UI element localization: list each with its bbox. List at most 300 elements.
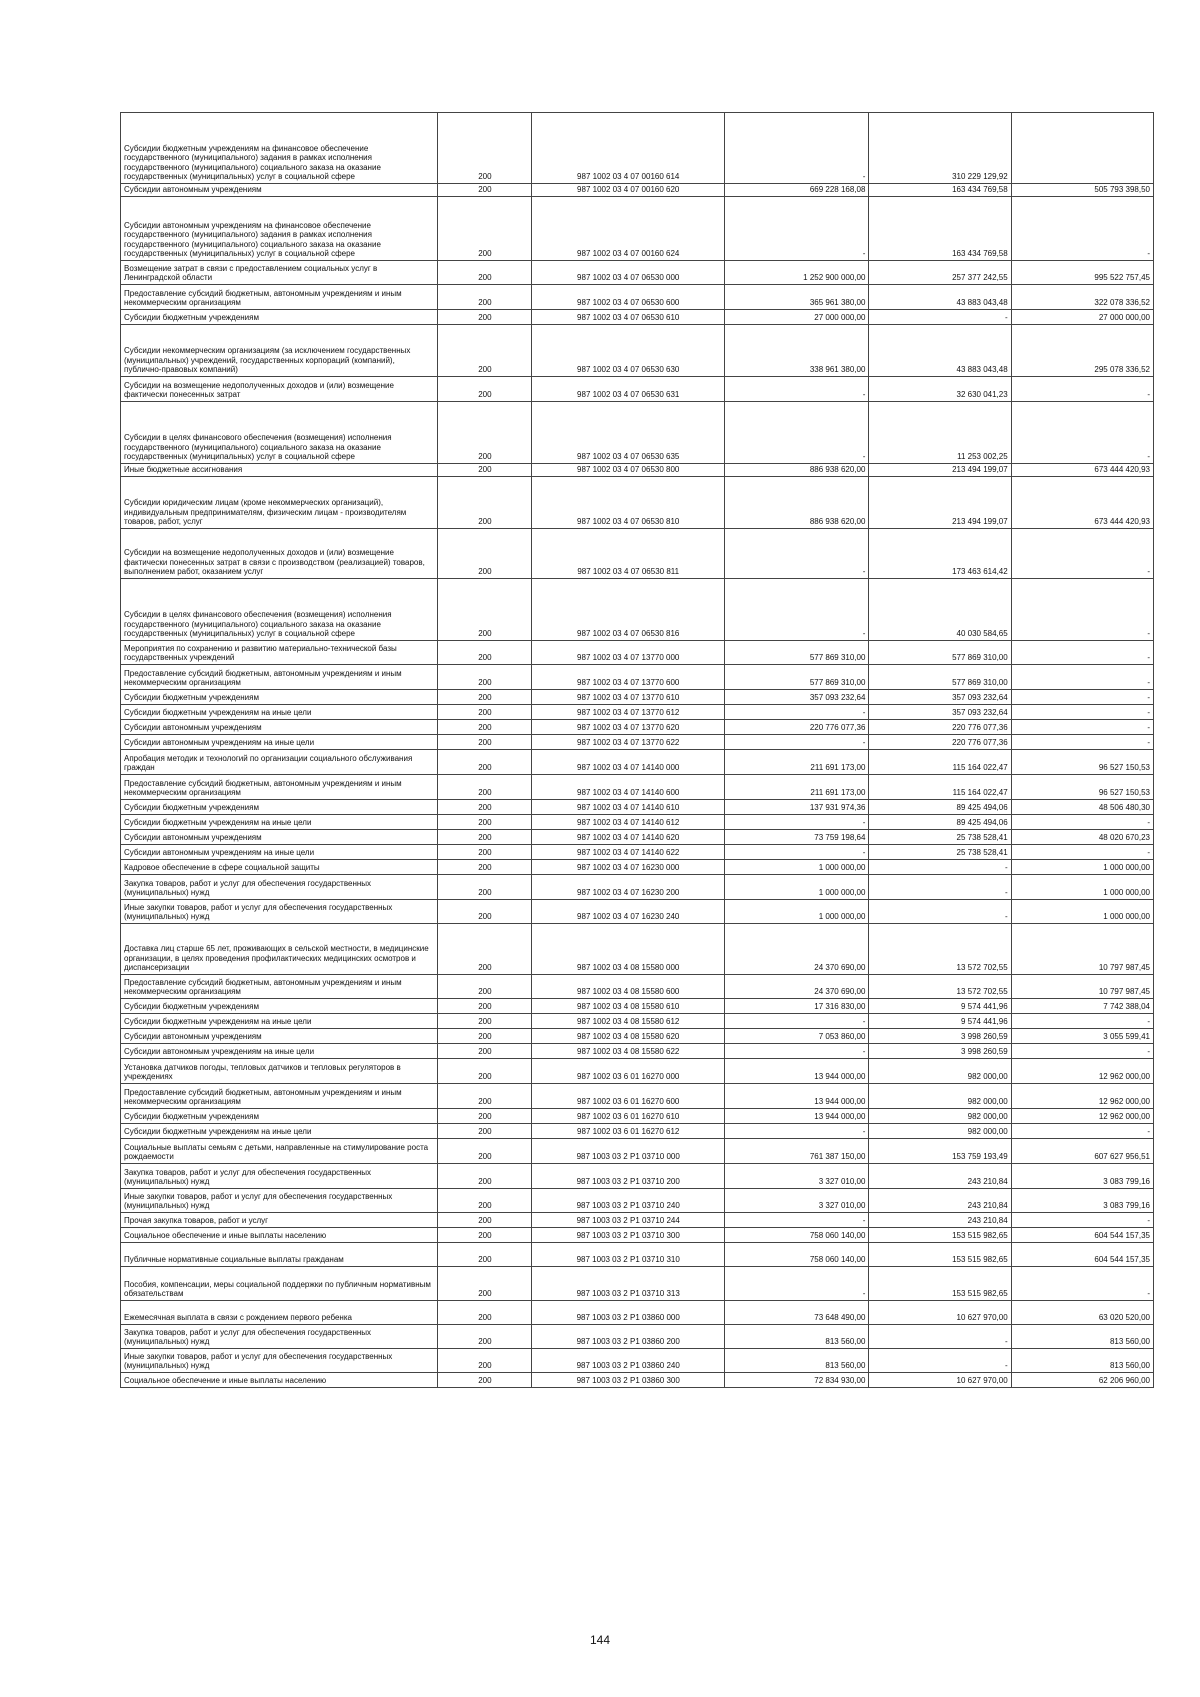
row-rest: 604 544 157,35 [1011, 1243, 1153, 1267]
row-name: Предоставление субсидий бюджетным, автономным учреждениям и иным некоммерческим организациям [121, 775, 438, 800]
row-name: Социальное обеспечение и иные выплаты населению [121, 1228, 438, 1243]
row-kbk: 987 1002 03 6 01 16270 000 [532, 1059, 725, 1084]
row-name: Субсидии бюджетным учреждениям на иные цели [121, 815, 438, 830]
row-rest: 3 083 799,16 [1011, 1164, 1153, 1189]
row-code: 200 [438, 402, 532, 464]
row-exec: 213 494 199,07 [869, 464, 1011, 477]
row-kbk: 987 1002 03 4 07 16230 000 [532, 860, 725, 875]
row-kbk: 987 1003 03 2 Р1 03710 000 [532, 1139, 725, 1164]
row-rest: - [1011, 705, 1153, 720]
row-exec: - [869, 1325, 1011, 1349]
row-kbk: 987 1002 03 6 01 16270 600 [532, 1084, 725, 1109]
row-name: Субсидии автономным учреждениям [121, 830, 438, 845]
row-code: 200 [438, 1084, 532, 1109]
row-plan: - [725, 197, 869, 261]
table-row [121, 999, 1154, 1014]
table-row [121, 402, 1154, 464]
row-plan: 1 252 900 000,00 [725, 261, 869, 285]
row-kbk: 987 1003 03 2 Р1 03710 240 [532, 1189, 725, 1213]
row-exec: 32 630 041,23 [869, 377, 1011, 402]
row-code: 200 [438, 1029, 532, 1044]
row-code: 200 [438, 1189, 532, 1213]
row-exec: 9 574 441,96 [869, 999, 1011, 1014]
row-exec: 220 776 077,36 [869, 720, 1011, 735]
row-kbk: 987 1002 03 4 07 16230 200 [532, 875, 725, 900]
row-kbk: 987 1002 03 4 08 15580 610 [532, 999, 725, 1014]
row-exec: - [869, 1349, 1011, 1373]
row-exec: 243 210,84 [869, 1189, 1011, 1213]
row-plan: 73 648 490,00 [725, 1301, 869, 1325]
row-code: 200 [438, 1059, 532, 1084]
table-row [121, 1014, 1154, 1029]
table-row [121, 775, 1154, 800]
row-exec: 173 463 614,42 [869, 529, 1011, 579]
row-exec: 43 883 043,48 [869, 285, 1011, 310]
table-row [121, 665, 1154, 690]
row-rest: 1 000 000,00 [1011, 875, 1153, 900]
row-exec: 153 515 982,65 [869, 1243, 1011, 1267]
row-kbk: 987 1002 03 4 07 06530 635 [532, 402, 725, 464]
row-plan: 669 228 168,08 [725, 184, 869, 197]
row-plan: 365 961 380,00 [725, 285, 869, 310]
row-code: 200 [438, 579, 532, 641]
row-plan: 7 053 860,00 [725, 1029, 869, 1044]
table-row [121, 1059, 1154, 1084]
row-code: 200 [438, 1243, 532, 1267]
row-name: Ежемесячная выплата в связи с рождением первого ребенка [121, 1301, 438, 1325]
row-plan: 220 776 077,36 [725, 720, 869, 735]
row-rest: 48 506 480,30 [1011, 800, 1153, 815]
table-row [121, 310, 1154, 325]
row-plan: - [725, 1014, 869, 1029]
row-exec: 982 000,00 [869, 1109, 1011, 1124]
row-plan: - [725, 113, 869, 184]
row-plan: - [725, 1213, 869, 1228]
row-name: Мероприятия по сохранению и развитию материально-технической базы государственных учреждений [121, 641, 438, 665]
table-row [121, 1243, 1154, 1267]
row-rest: - [1011, 641, 1153, 665]
row-name: Субсидии бюджетным учреждениям на иные цели [121, 705, 438, 720]
row-name: Иные закупки товаров, работ и услуг для обеспечения государственных (муниципальных) нужд [121, 1349, 438, 1373]
row-code: 200 [438, 750, 532, 775]
row-name: Социальные выплаты семьям с детьми, направленные на стимулирование роста рождаемости [121, 1139, 438, 1164]
row-rest: 12 962 000,00 [1011, 1059, 1153, 1084]
table-row [121, 1084, 1154, 1109]
row-name: Субсидии на возмещение недополученных доходов и (или) возмещение фактически понесенных затрат [121, 377, 438, 402]
row-exec: 577 869 310,00 [869, 665, 1011, 690]
row-rest: 7 742 388,04 [1011, 999, 1153, 1014]
table-row [121, 1139, 1154, 1164]
row-exec: 982 000,00 [869, 1059, 1011, 1084]
row-rest: 27 000 000,00 [1011, 310, 1153, 325]
row-rest: 3 055 599,41 [1011, 1029, 1153, 1044]
row-plan: - [725, 579, 869, 641]
row-rest: 322 078 336,52 [1011, 285, 1153, 310]
row-rest: 62 206 960,00 [1011, 1373, 1153, 1388]
row-code: 200 [438, 184, 532, 197]
row-name: Субсидии в целях финансового обеспечения (возмещения) исполнения государственного (муниципального) социального заказа на оказание государственных (муниципальных) услуг в социальной сфере [121, 579, 438, 641]
row-exec: 9 574 441,96 [869, 1014, 1011, 1029]
row-rest: - [1011, 1124, 1153, 1139]
table-row [121, 1373, 1154, 1388]
row-rest: 813 560,00 [1011, 1325, 1153, 1349]
row-kbk: 987 1002 03 4 07 00160 620 [532, 184, 725, 197]
row-name: Иные бюджетные ассигнования [121, 464, 438, 477]
page-number: 144 [589, 1633, 611, 1647]
row-name: Иные закупки товаров, работ и услуг для обеспечения государственных (муниципальных) нужд [121, 900, 438, 924]
row-kbk: 987 1002 03 4 07 14140 612 [532, 815, 725, 830]
row-exec: 153 515 982,65 [869, 1228, 1011, 1243]
row-exec: 25 738 528,41 [869, 845, 1011, 860]
row-name: Возмещение затрат в связи с предоставлением социальных услуг в Ленинградской области [121, 261, 438, 285]
row-rest: 48 020 670,23 [1011, 830, 1153, 845]
row-plan: - [725, 377, 869, 402]
row-name: Субсидии автономным учреждениям [121, 720, 438, 735]
row-code: 200 [438, 1044, 532, 1059]
row-kbk: 987 1002 03 4 07 06530 800 [532, 464, 725, 477]
row-plan: 577 869 310,00 [725, 641, 869, 665]
table-row [121, 720, 1154, 735]
table-row [121, 1109, 1154, 1124]
row-plan: 13 944 000,00 [725, 1109, 869, 1124]
row-plan: 24 370 690,00 [725, 924, 869, 975]
row-exec: 3 998 260,59 [869, 1044, 1011, 1059]
row-kbk: 987 1002 03 4 07 00160 614 [532, 113, 725, 184]
row-code: 200 [438, 261, 532, 285]
row-rest: 295 078 336,52 [1011, 325, 1153, 377]
row-exec: 11 253 002,25 [869, 402, 1011, 464]
row-kbk: 987 1002 03 4 07 13770 600 [532, 665, 725, 690]
row-kbk: 987 1003 03 2 Р1 03710 310 [532, 1243, 725, 1267]
table-row [121, 845, 1154, 860]
row-name: Субсидии автономным учреждениям [121, 184, 438, 197]
row-plan: 3 327 010,00 [725, 1189, 869, 1213]
row-code: 200 [438, 720, 532, 735]
row-name: Субсидии юридическим лицам (кроме некоммерческих организаций), индивидуальным предпринимателям, физическим лицам - производителям товаров, работ, услуг [121, 477, 438, 529]
row-plan: 27 000 000,00 [725, 310, 869, 325]
table-row [121, 377, 1154, 402]
row-plan: 758 060 140,00 [725, 1228, 869, 1243]
table-row [121, 1325, 1154, 1349]
row-rest: - [1011, 402, 1153, 464]
row-plan: - [725, 1267, 869, 1301]
row-rest: 12 962 000,00 [1011, 1109, 1153, 1124]
row-rest: 12 962 000,00 [1011, 1084, 1153, 1109]
row-exec: 257 377 242,55 [869, 261, 1011, 285]
row-rest: - [1011, 815, 1153, 830]
row-plan: 813 560,00 [725, 1325, 869, 1349]
row-exec: 357 093 232,64 [869, 705, 1011, 720]
row-rest: 63 020 520,00 [1011, 1301, 1153, 1325]
row-code: 200 [438, 900, 532, 924]
row-code: 200 [438, 830, 532, 845]
row-rest: 1 000 000,00 [1011, 860, 1153, 875]
row-code: 200 [438, 310, 532, 325]
table-row [121, 815, 1154, 830]
table-row [121, 477, 1154, 529]
row-kbk: 987 1002 03 4 07 06530 631 [532, 377, 725, 402]
row-exec: 577 869 310,00 [869, 641, 1011, 665]
row-code: 200 [438, 113, 532, 184]
row-plan: 357 093 232,64 [725, 690, 869, 705]
row-kbk: 987 1002 03 4 08 15580 612 [532, 1014, 725, 1029]
row-name: Субсидии бюджетным учреждениям [121, 1109, 438, 1124]
row-rest: 673 444 420,93 [1011, 477, 1153, 529]
row-exec: - [869, 875, 1011, 900]
row-plan: - [725, 1044, 869, 1059]
row-name: Предоставление субсидий бюджетным, автономным учреждениям и иным некоммерческим организациям [121, 665, 438, 690]
table-row [121, 1029, 1154, 1044]
row-name: Прочая закупка товаров, работ и услуг [121, 1213, 438, 1228]
row-exec: 40 030 584,65 [869, 579, 1011, 641]
table-body [121, 113, 1154, 1388]
table-row [121, 1213, 1154, 1228]
row-plan: 813 560,00 [725, 1349, 869, 1373]
row-code: 200 [438, 1267, 532, 1301]
row-rest: - [1011, 720, 1153, 735]
row-kbk: 987 1002 03 6 01 16270 610 [532, 1109, 725, 1124]
row-plan: 24 370 690,00 [725, 975, 869, 999]
row-exec: 243 210,84 [869, 1164, 1011, 1189]
row-exec: 153 515 982,65 [869, 1267, 1011, 1301]
row-exec: 13 572 702,55 [869, 924, 1011, 975]
row-rest: - [1011, 845, 1153, 860]
row-kbk: 987 1003 03 2 Р1 03860 240 [532, 1349, 725, 1373]
table-row [121, 705, 1154, 720]
table-row [121, 113, 1154, 184]
table-row [121, 1164, 1154, 1189]
row-code: 200 [438, 1109, 532, 1124]
row-kbk: 987 1002 03 4 07 06530 810 [532, 477, 725, 529]
row-kbk: 987 1002 03 4 08 15580 620 [532, 1029, 725, 1044]
row-name: Пособия, компенсации, меры социальной поддержки по публичным нормативным обязательствам [121, 1267, 438, 1301]
row-code: 200 [438, 1301, 532, 1325]
table-row [121, 830, 1154, 845]
row-kbk: 987 1002 03 4 07 13770 612 [532, 705, 725, 720]
row-rest: - [1011, 1044, 1153, 1059]
row-kbk: 987 1002 03 4 07 06530 600 [532, 285, 725, 310]
row-code: 200 [438, 665, 532, 690]
row-plan: - [725, 402, 869, 464]
row-plan: 758 060 140,00 [725, 1243, 869, 1267]
row-rest: - [1011, 735, 1153, 750]
row-kbk: 987 1002 03 6 01 16270 612 [532, 1124, 725, 1139]
row-exec: 243 210,84 [869, 1213, 1011, 1228]
row-name: Субсидии бюджетным учреждениям [121, 690, 438, 705]
row-rest [1011, 113, 1153, 184]
row-exec: 310 229 129,92 [869, 113, 1011, 184]
row-code: 200 [438, 1373, 532, 1388]
row-name: Доставка лиц старше 65 лет, проживающих в сельской местности, в медицинские организации, в целях проведения профилактических медицинских осмотров и диспансеризации [121, 924, 438, 975]
table-row [121, 875, 1154, 900]
row-code: 200 [438, 705, 532, 720]
row-plan: 17 316 830,00 [725, 999, 869, 1014]
row-code: 200 [438, 285, 532, 310]
row-name: Субсидии бюджетным учреждениям на финансовое обеспечение государственного (муниципального) задания в рамках исполнения государственного (муниципального) социального заказа на оказание государственных (муниципальных) услуг в социальной сфере [121, 113, 438, 184]
row-exec: 213 494 199,07 [869, 477, 1011, 529]
row-code: 200 [438, 477, 532, 529]
row-name: Публичные нормативные социальные выплаты гражданам [121, 1243, 438, 1267]
row-code: 200 [438, 860, 532, 875]
row-exec: 163 434 769,58 [869, 184, 1011, 197]
row-code: 200 [438, 735, 532, 750]
row-exec: 115 164 022,47 [869, 775, 1011, 800]
row-name: Предоставление субсидий бюджетным, автономным учреждениям и иным некоммерческим организациям [121, 975, 438, 999]
row-name: Субсидии бюджетным учреждениям на иные цели [121, 1124, 438, 1139]
table-row [121, 750, 1154, 775]
row-exec: 89 425 494,06 [869, 815, 1011, 830]
row-plan: 3 327 010,00 [725, 1164, 869, 1189]
row-rest: - [1011, 197, 1153, 261]
row-rest: 607 627 956,51 [1011, 1139, 1153, 1164]
row-name: Предоставление субсидий бюджетным, автономным учреждениям и иным некоммерческим организациям [121, 285, 438, 310]
row-kbk: 987 1003 03 2 Р1 03710 300 [532, 1228, 725, 1243]
row-plan: 137 931 974,36 [725, 800, 869, 815]
row-kbk: 987 1002 03 4 07 06530 816 [532, 579, 725, 641]
row-plan: 338 961 380,00 [725, 325, 869, 377]
row-exec: 3 998 260,59 [869, 1029, 1011, 1044]
table-row [121, 900, 1154, 924]
budget-execution-table [120, 112, 1154, 1388]
row-kbk: 987 1002 03 4 07 13770 610 [532, 690, 725, 705]
row-code: 200 [438, 1349, 532, 1373]
row-exec: 43 883 043,48 [869, 325, 1011, 377]
row-code: 200 [438, 1325, 532, 1349]
table-row [121, 1228, 1154, 1243]
row-code: 200 [438, 924, 532, 975]
row-kbk: 987 1002 03 4 07 06530 630 [532, 325, 725, 377]
row-name: Кадровое обеспечение в сфере социальной защиты [121, 860, 438, 875]
row-rest: 604 544 157,35 [1011, 1228, 1153, 1243]
row-name: Субсидии автономным учреждениям на иные цели [121, 1044, 438, 1059]
row-code: 200 [438, 1139, 532, 1164]
table-row [121, 641, 1154, 665]
row-plan: 1 000 000,00 [725, 900, 869, 924]
row-kbk: 987 1002 03 4 08 15580 000 [532, 924, 725, 975]
table-row [121, 800, 1154, 815]
row-code: 200 [438, 325, 532, 377]
row-rest: - [1011, 1267, 1153, 1301]
row-code: 200 [438, 464, 532, 477]
row-code: 200 [438, 815, 532, 830]
row-exec: 89 425 494,06 [869, 800, 1011, 815]
row-kbk: 987 1002 03 4 07 06530 610 [532, 310, 725, 325]
row-kbk: 987 1002 03 4 07 14140 600 [532, 775, 725, 800]
row-exec: - [869, 900, 1011, 924]
row-plan: 72 834 930,00 [725, 1373, 869, 1388]
row-plan: 13 944 000,00 [725, 1084, 869, 1109]
row-plan: 73 759 198,64 [725, 830, 869, 845]
row-rest: - [1011, 690, 1153, 705]
row-exec: - [869, 860, 1011, 875]
row-name: Закупка товаров, работ и услуг для обеспечения государственных (муниципальных) нужд [121, 1164, 438, 1189]
row-code: 200 [438, 690, 532, 705]
row-rest: - [1011, 1213, 1153, 1228]
row-plan: 1 000 000,00 [725, 860, 869, 875]
table-row [121, 325, 1154, 377]
row-kbk: 987 1003 03 2 Р1 03710 244 [532, 1213, 725, 1228]
row-code: 200 [438, 197, 532, 261]
row-name: Субсидии бюджетным учреждениям [121, 310, 438, 325]
row-plan: - [725, 705, 869, 720]
row-code: 200 [438, 1228, 532, 1243]
row-rest: - [1011, 579, 1153, 641]
row-rest: - [1011, 665, 1153, 690]
table-row [121, 579, 1154, 641]
row-kbk: 987 1002 03 4 07 13770 620 [532, 720, 725, 735]
table-row [121, 1124, 1154, 1139]
row-kbk: 987 1002 03 4 07 13770 622 [532, 735, 725, 750]
row-kbk: 987 1002 03 4 07 14140 620 [532, 830, 725, 845]
row-kbk: 987 1003 03 2 Р1 03710 313 [532, 1267, 725, 1301]
row-plan: 1 000 000,00 [725, 875, 869, 900]
row-name: Субсидии некоммерческим организациям (за исключением государственных (муниципальных) учреждений, государственных корпораций (компаний), публично-правовых компаний) [121, 325, 438, 377]
table-row [121, 1189, 1154, 1213]
table-row [121, 735, 1154, 750]
table-row [121, 924, 1154, 975]
row-kbk: 987 1003 03 2 Р1 03860 300 [532, 1373, 725, 1388]
row-plan: 211 691 173,00 [725, 775, 869, 800]
row-name: Субсидии в целях финансового обеспечения (возмещения) исполнения государственного (муниципального) социального заказа на оказание государственных (муниципальных) услуг в социальной сфере [121, 402, 438, 464]
row-exec: 163 434 769,58 [869, 197, 1011, 261]
row-name: Субсидии автономным учреждениям [121, 1029, 438, 1044]
row-kbk: 987 1002 03 4 07 14140 622 [532, 845, 725, 860]
row-code: 200 [438, 641, 532, 665]
row-exec: 115 164 022,47 [869, 750, 1011, 775]
row-name: Субсидии автономным учреждениям на иные цели [121, 735, 438, 750]
table-row [121, 464, 1154, 477]
row-name: Субсидии бюджетным учреждениям [121, 999, 438, 1014]
row-rest: 10 797 987,45 [1011, 924, 1153, 975]
row-rest: 3 083 799,16 [1011, 1189, 1153, 1213]
row-name: Субсидии автономным учреждениям на иные цели [121, 845, 438, 860]
row-code: 200 [438, 1014, 532, 1029]
row-kbk: 987 1003 03 2 Р1 03710 200 [532, 1164, 725, 1189]
row-rest: 505 793 398,50 [1011, 184, 1153, 197]
row-plan: - [725, 1124, 869, 1139]
row-plan: 886 938 620,00 [725, 464, 869, 477]
row-kbk: 987 1003 03 2 Р1 03860 200 [532, 1325, 725, 1349]
row-name: Иные закупки товаров, работ и услуг для обеспечения государственных (муниципальных) нужд [121, 1189, 438, 1213]
row-kbk: 987 1002 03 4 07 06530 811 [532, 529, 725, 579]
row-name: Субсидии на возмещение недополученных доходов и (или) возмещение фактически понесенных затрат в связи с производством (реализацией) товаров, выполнением работ, оказанием услуг [121, 529, 438, 579]
table-row [121, 197, 1154, 261]
row-plan: 761 387 150,00 [725, 1139, 869, 1164]
table-row [121, 184, 1154, 197]
row-kbk: 987 1002 03 4 08 15580 600 [532, 975, 725, 999]
row-exec: 220 776 077,36 [869, 735, 1011, 750]
row-plan: - [725, 845, 869, 860]
row-exec: 982 000,00 [869, 1124, 1011, 1139]
row-name: Апробация методик и технологий по организации социального обслуживания граждан [121, 750, 438, 775]
row-name: Субсидии бюджетным учреждениям на иные цели [121, 1014, 438, 1029]
row-name: Социальное обеспечение и иные выплаты населению [121, 1373, 438, 1388]
row-code: 200 [438, 800, 532, 815]
table-row [121, 1301, 1154, 1325]
row-rest: 995 522 757,45 [1011, 261, 1153, 285]
row-rest: 813 560,00 [1011, 1349, 1153, 1373]
row-rest: - [1011, 377, 1153, 402]
row-kbk: 987 1002 03 4 07 13770 000 [532, 641, 725, 665]
row-plan: 211 691 173,00 [725, 750, 869, 775]
row-rest: 1 000 000,00 [1011, 900, 1153, 924]
row-exec: 25 738 528,41 [869, 830, 1011, 845]
row-kbk: 987 1003 03 2 Р1 03860 000 [532, 1301, 725, 1325]
row-code: 200 [438, 875, 532, 900]
row-plan: - [725, 815, 869, 830]
row-rest: 96 527 150,53 [1011, 750, 1153, 775]
table-row [121, 529, 1154, 579]
